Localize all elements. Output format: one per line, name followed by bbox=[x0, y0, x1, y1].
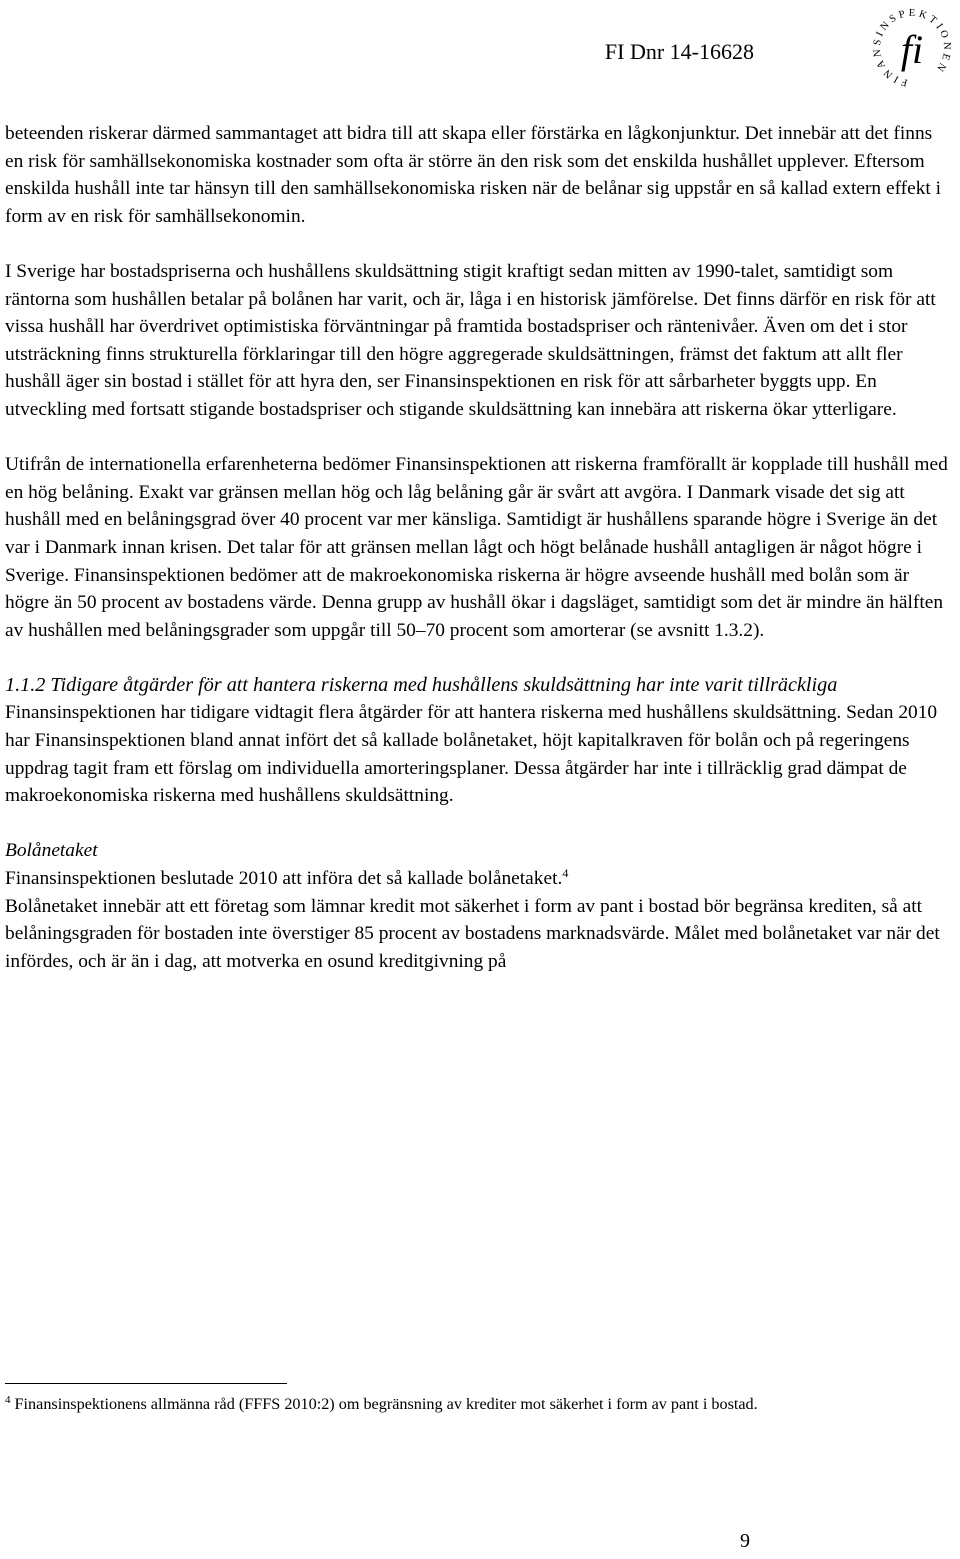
subsection-body bbox=[5, 865, 955, 975]
section-heading: 1.1.2 Tidigare åtgärder för att hantera riskerna med hushållens skuldsättning har inte varit tillräckliga bbox=[5, 673, 838, 696]
document-reference: FI Dnr 14-16628 bbox=[604, 39, 754, 64]
paragraph-risk-assessment: Utifrån de internationella erfarenheterna bedömer Finansinspektionen att riskerna framförallt är kopplade till hushåll med en hög belåning. Exakt var gränsen mellan hög och låg belåning går är svårt att avgöra. I Danmark visade det sig att hushåll med en belåningsgrad över 40 procent var mer känsliga. Samtidigt är hushållens sparande högre i Sverige än det var i Danmark innan krisen. Det talar för att gränsen mellan lågt och högt belånade hushåll antagligen är något högre i Sverige. Finansinspektionen bedömer att de makroekonomiska riskerna är högre avseende hushåll med bolån som är högre än 50 procent av bostadens värde. Denna grupp av hushåll ökar i dagsläget, samtidigt som det är mindre än hälften av hushållen med belåningsgrader som uppgår till 50–70 procent som amorterar (se avsnitt 1.3.2). bbox=[5, 454, 948, 641]
page-header bbox=[0, 0, 960, 100]
footnote-reference[interactable]: 4 bbox=[562, 866, 569, 881]
paragraph-housing-prices: I Sverige har bostadspriserna och hushållens skuldsättning stigit kraftigt sedan mitten av 1990-talet, samtidigt som räntorna som hushållen betalar på bolånen har varit, och är, låga i en historisk jämförelse. Det finns därför en risk för att vissa hushåll har överdrivet optimistiska förväntningar på framtida bostadspriser och räntenivåer. Även om det i stor utsträckning finns strukturella förklaringar till den högre aggregerade skuldsättningen, främst det faktum att allt fler hushåll äger sin bostad i stället för att hyra den, ser Finansinspektionen en risk för att sårbarheter byggts upp. En utveckling med fortsatt stigande bostadspriser och stigande skuldsättning kan innebära att riskerna ökar ytterligare. bbox=[5, 260, 936, 420]
footnote-number: 4 bbox=[5, 1394, 11, 1406]
footnote-text: Finansinspektionens allmänna råd (FFFS 2010:2) om begränsning av krediter mot säkerhet i form av pant i bostad. bbox=[14, 1395, 758, 1413]
subsection-text: Bolånetaket innebär att ett företag som lämnar kredit mot säkerhet i form av pant i bostad bör begränsa krediten, så att belåningsgraden för bostaden inte överstiger 85 procent av bostadens marknadsvärde. Målet med bolånetaket var när det infördes, och är än i dag, att motverka en osund kreditgivning på bbox=[5, 895, 940, 972]
page-number: 9 bbox=[740, 1530, 750, 1552]
footnote bbox=[5, 1392, 955, 1416]
finansinspektionen-logo bbox=[864, 0, 960, 96]
subsection-heading: Bolånetaket bbox=[5, 840, 98, 862]
svg-text:fi: fi bbox=[900, 27, 924, 72]
document-body bbox=[5, 120, 955, 975]
svg-text:FINANSINSPEKTIONEN: FINANSINSPEKTIONEN bbox=[871, 7, 953, 88]
footnote-divider bbox=[5, 1383, 287, 1384]
section-body: Finansinspektionen har tidigare vidtagit flera åtgärder för att hantera riskerna med hushållens skuldsättning. Sedan 2010 har Finansinspektionen bland annat infört det så kallade bolånetaket, höjt kapitalkraven för bolån och på regeringens uppdrag tagit fram ett förslag om individuella amorteringsplaner. Dessa åtgärder har inte i tillräcklig grad dämpat de makroekonomiska riskerna med hushållens skuldsättning. bbox=[5, 702, 938, 807]
subsection-lead: Finansinspektionen beslutade 2010 att införa det så kallade bolånetaket. bbox=[5, 868, 563, 890]
paragraph-intro: beteenden riskerar därmed sammantaget att bidra till att skapa eller förstärka en lågkonjunktur. Det innebär att det finns en risk för samhällsekonomiska kostnader som ofta är större än den risk som det enskilda hushållet upplever. Eftersom enskilda hushåll inte tar hänsyn till den samhällsekonomiska risken när de belånar sig uppstår en så kallad extern effekt i form av en risk för samhällsekonomin. bbox=[5, 123, 942, 227]
